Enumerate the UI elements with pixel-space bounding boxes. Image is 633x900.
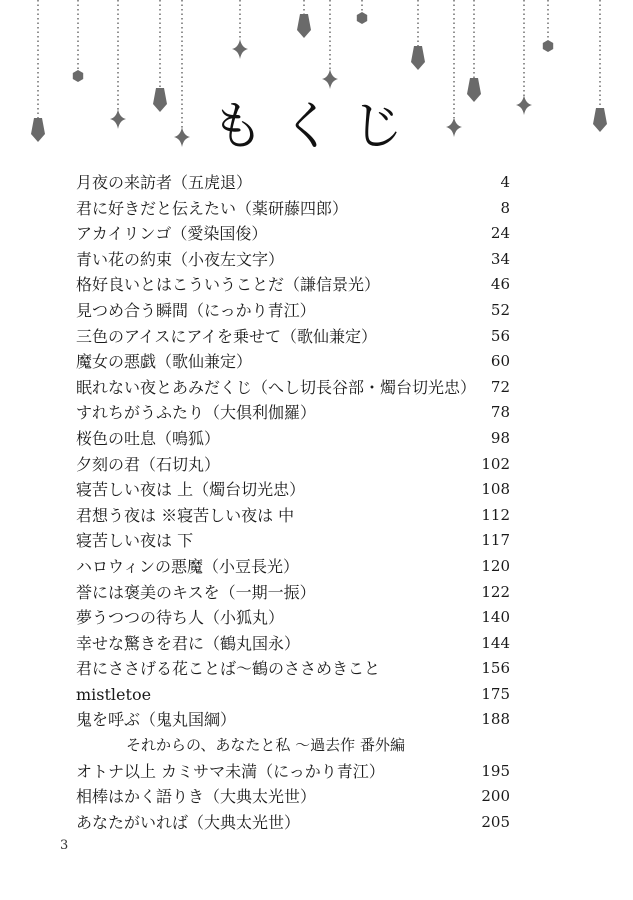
toc-entry-page: 117 (481, 531, 510, 550)
hexagon-gem-icon (543, 40, 553, 52)
page-number: 3 (60, 838, 69, 853)
crystal-drop-icon (411, 46, 425, 70)
toc-entry-page: 140 (481, 608, 510, 627)
toc-entry-page: 102 (481, 454, 510, 473)
toc-entry (76, 707, 510, 733)
toc-entry (76, 298, 510, 324)
toc-entry-page: 34 (490, 249, 510, 268)
toc-entry (76, 400, 510, 426)
toc-entry (76, 477, 510, 503)
toc-entry-page: 175 (481, 684, 510, 703)
toc-entry-title: 三色のアイスにアイを乗せて（歌仙兼定） (76, 326, 377, 346)
toc-entry (76, 631, 510, 657)
toc-entry-page: 4 (500, 173, 510, 191)
toc-entry-title: 桜色の吐息（鳴狐） (76, 428, 221, 448)
toc-entry-page: 120 (481, 556, 510, 575)
toc-entry-title: 格好良いとはこういうことだ（謙信景光） (76, 275, 381, 295)
toc-entry-page: 195 (481, 761, 510, 780)
toc-entry-page: 112 (481, 505, 510, 524)
toc-entry-title: あなたがいれば（大典太光世） (76, 812, 301, 832)
toc-entry-page: 72 (490, 377, 510, 396)
toc-entry (76, 170, 510, 196)
toc-entry-title: 君にささげる花ことば〜鶴のささめきこと (76, 659, 381, 679)
toc-entry-page: 56 (490, 326, 510, 345)
toc-entry-title: 夕刻の君（石切丸） (76, 454, 221, 474)
toc-entry-title: 誉には褒美のキスを（一期一振） (76, 582, 316, 602)
toc-entry-title: 眠れない夜とあみだくじ（へし切長谷部・燭台切光忠） (76, 377, 477, 397)
toc-entry (76, 247, 510, 273)
toc-entry-page: 144 (481, 633, 510, 652)
toc-entry-title: 見つめ合う瞬間（にっかり青江） (76, 300, 316, 320)
toc-entry-title: 鬼を呼ぶ（鬼丸国綱） (76, 710, 237, 730)
toc-entry-page: 52 (490, 300, 510, 319)
toc-entry-page: 24 (490, 224, 510, 243)
toc-entry-title: 夢うつつの待ち人（小狐丸） (76, 608, 285, 628)
toc-entry (76, 452, 510, 478)
toc-entry-title: 君に好きだと伝えたい（薬研藤四郎） (76, 198, 349, 218)
toc-entry-title: mistletoe (76, 684, 152, 704)
toc-entry (76, 580, 510, 606)
toc-entry (76, 656, 510, 682)
toc-entry (76, 759, 510, 785)
toc-entry-title: 魔女の悪戯（歌仙兼定） (76, 352, 253, 372)
sparkle-star-icon (232, 39, 248, 59)
toc-entry (76, 221, 510, 247)
toc-entry (76, 272, 510, 298)
toc-entry (76, 733, 510, 759)
toc-entry-page: 205 (481, 812, 510, 831)
toc-entry-page: 78 (490, 403, 510, 422)
toc-entry (76, 682, 510, 708)
toc-entry-title: 寝苦しい夜は 下 (76, 531, 194, 551)
toc-entry (76, 503, 510, 529)
toc-entry (76, 324, 510, 350)
toc-entry-title: オトナ以上 カミサマ未満（にっかり青江） (76, 761, 385, 781)
toc-entry (76, 349, 510, 375)
hexagon-gem-icon (73, 70, 83, 82)
toc-entry (76, 375, 510, 401)
toc-entry-page: 60 (490, 352, 510, 371)
toc-entry-title: 寝苦しい夜は 上（燭台切光忠） (76, 480, 306, 500)
toc-entry-title: それからの、あなたと私 〜過去作 番外編 (126, 736, 405, 755)
toc-entry (76, 554, 510, 580)
toc-entry-title: すれちがうふたり（大倶利伽羅） (76, 403, 317, 423)
toc-entry-page: 8 (500, 198, 510, 217)
toc-entry-page: 200 (481, 787, 510, 806)
toc-entry (76, 605, 510, 631)
toc-entry-title: 君想う夜は ※寝苦しい夜は 中 (76, 505, 295, 525)
toc-entry-title: 月夜の来訪者（五虎退） (76, 173, 253, 192)
toc-entry-title: 相棒はかく語りき（大典太光世） (76, 787, 317, 807)
toc-entry (76, 784, 510, 810)
toc-entry (76, 810, 510, 836)
toc-entry-title: 青い花の約束（小夜左文字） (76, 249, 285, 269)
toc-entry-title: 幸せな驚きを君に（鶴丸国永） (76, 633, 301, 653)
toc-entry-title: アカイリンゴ（愛染国俊） (76, 224, 268, 244)
toc-entry-page: 122 (481, 582, 510, 601)
hexagon-gem-icon (357, 12, 367, 24)
toc-entry-page: 98 (490, 428, 510, 447)
toc-entry (76, 426, 510, 452)
page-title: もくじ (211, 97, 422, 157)
toc-entry-page: 108 (481, 480, 510, 499)
table-of-contents (76, 170, 510, 835)
toc-entry (76, 196, 510, 222)
toc-entry-title: ハロウィンの悪魔（小豆長光） (76, 556, 300, 576)
crystal-drop-icon (297, 14, 311, 38)
toc-entry (76, 528, 510, 554)
toc-entry-page: 188 (481, 710, 510, 729)
toc-entry-page: 46 (490, 275, 510, 294)
toc-entry-page: 156 (481, 659, 510, 678)
